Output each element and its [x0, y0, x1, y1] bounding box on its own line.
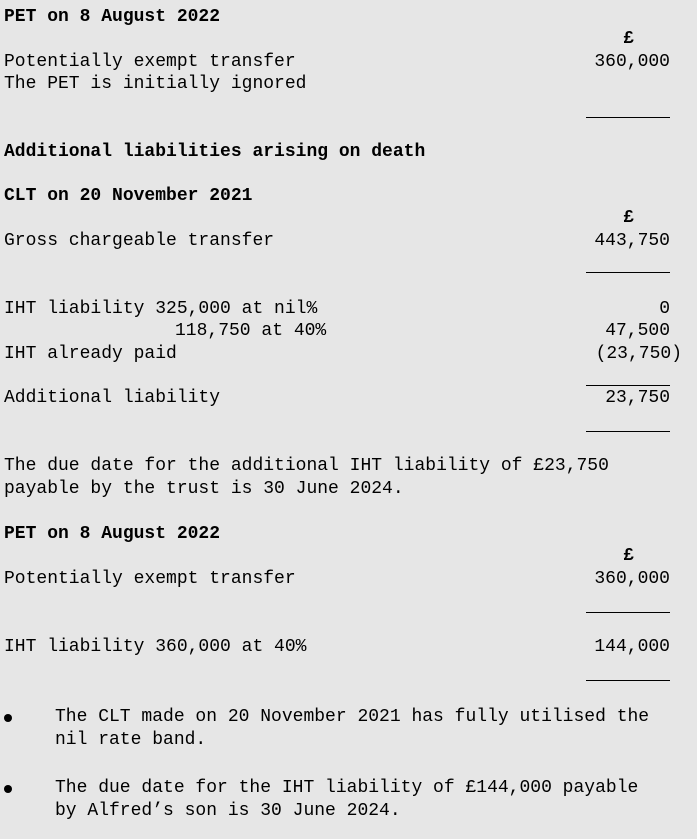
gross-transfer-value: 443,750	[594, 231, 670, 251]
total-rule	[586, 431, 670, 432]
pet-ignored-note: The PET is initially ignored	[4, 74, 307, 94]
pet-label: Potentially exempt transfer	[4, 52, 296, 72]
iht-nil-value: 0	[659, 299, 670, 319]
pet-label: Potentially exempt transfer	[4, 569, 296, 589]
total-rule	[586, 272, 670, 273]
bullet-text-line: nil rate band.	[55, 730, 207, 750]
bullet-text-line: by Alfred’s son is 30 June 2024.	[55, 801, 401, 821]
currency-header: £	[623, 29, 634, 49]
section-heading-clt: CLT on 20 November 2021	[4, 186, 253, 206]
total-rule	[586, 117, 670, 118]
additional-liability-label: Additional liability	[4, 388, 221, 408]
iht-nil-label: IHT liability 325,000 at nil%	[4, 299, 318, 319]
total-rule	[586, 680, 670, 681]
section-heading-pet-initial: PET on 8 August 2022	[4, 7, 221, 27]
additional-liabilities-heading: Additional liabilities arising on death	[4, 142, 426, 162]
bullet-icon	[4, 785, 12, 793]
gross-transfer-label: Gross chargeable transfer	[4, 231, 275, 251]
iht-forty-value: 47,500	[605, 321, 670, 341]
iht-forty-label: 118,750 at 40%	[175, 321, 327, 341]
total-rule	[586, 612, 670, 613]
bullet-text-line: The CLT made on 20 November 2021 has fully utilised the	[55, 707, 650, 727]
iht-liability-value: 144,000	[594, 637, 670, 657]
bullet-text-line: The due date for the IHT liability of £144,000 payable	[55, 778, 639, 798]
iht-liability-label: IHT liability 360,000 at 40%	[4, 637, 307, 657]
currency-header: £	[623, 546, 634, 566]
iht-paid-value: (23,750)	[595, 344, 682, 364]
due-date-note-line2: payable by the trust is 30 June 2024.	[4, 479, 404, 499]
section-heading-pet-death: PET on 8 August 2022	[4, 524, 221, 544]
pet-value: 360,000	[594, 569, 670, 589]
pet-value: 360,000	[594, 52, 670, 72]
bullet-icon	[4, 714, 12, 722]
due-date-note-line1: The due date for the additional IHT liability of £23,750	[4, 456, 609, 476]
currency-header: £	[623, 208, 634, 228]
iht-paid-label: IHT already paid	[4, 344, 177, 364]
subtotal-rule	[586, 385, 670, 386]
additional-liability-value: 23,750	[605, 388, 670, 408]
